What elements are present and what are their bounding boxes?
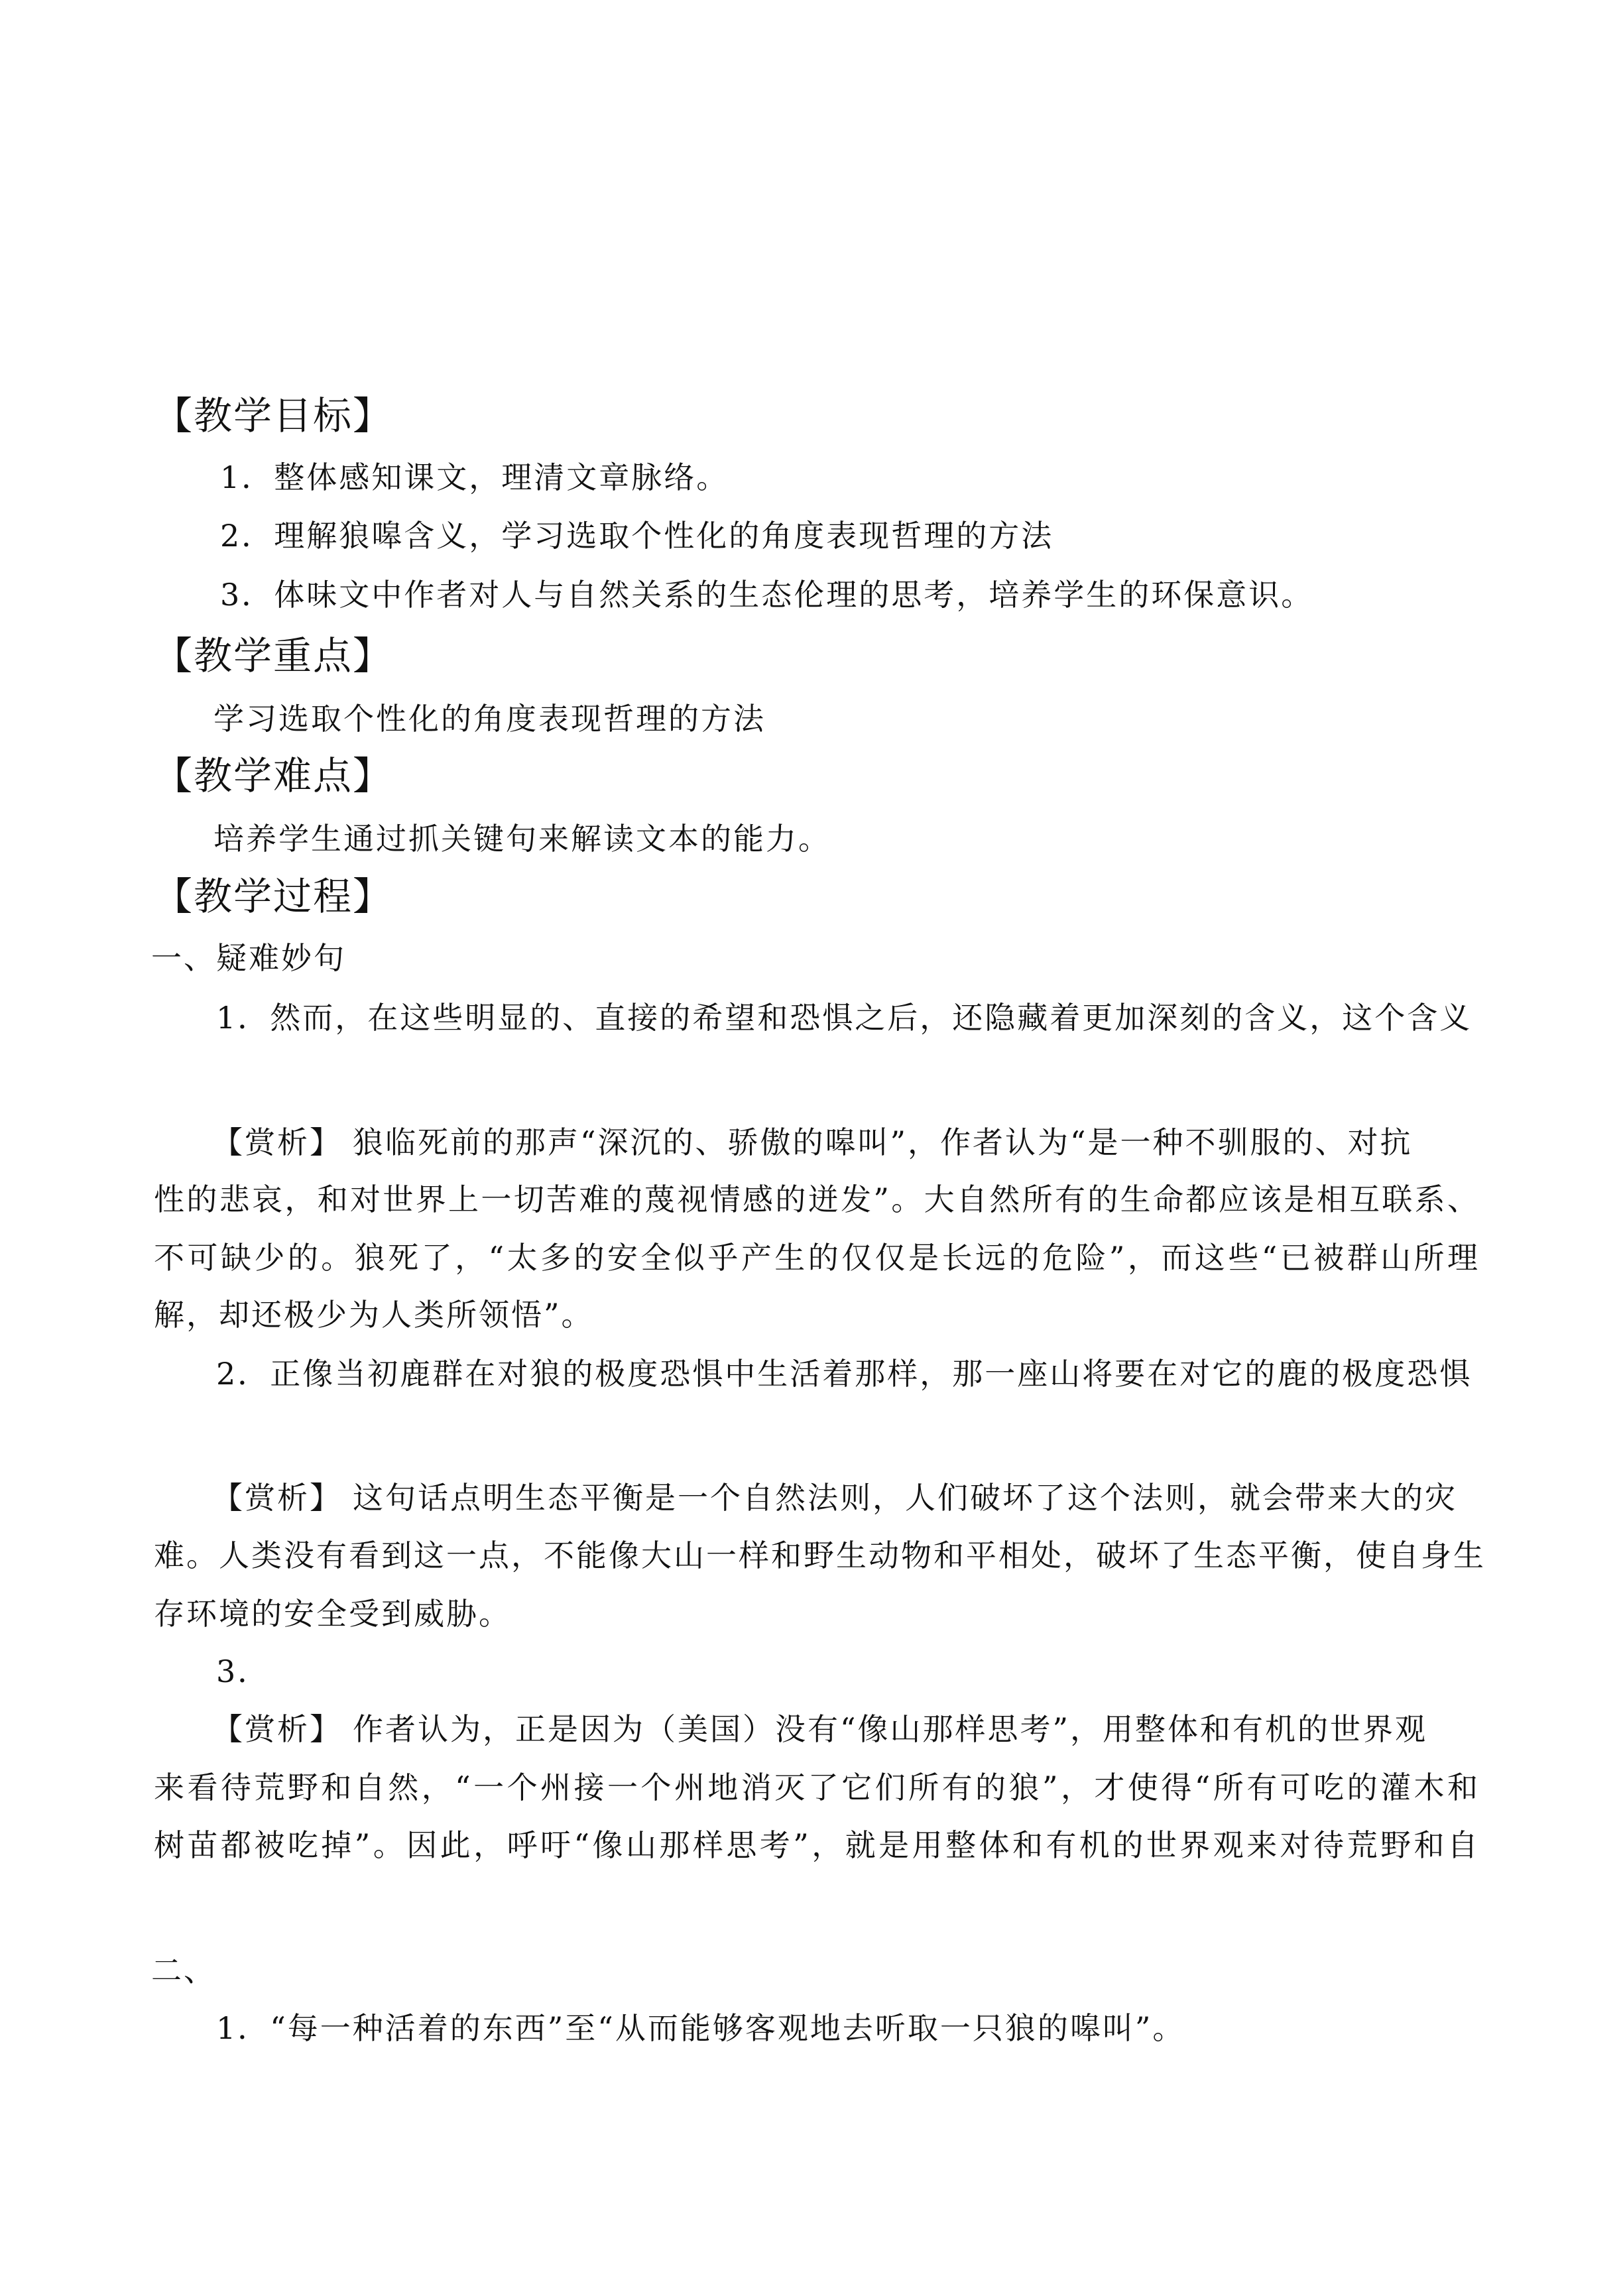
analysis-tag: 【赏析】 — [212, 1711, 342, 1747]
difficulty-heading: 【教学难点】 — [154, 753, 393, 798]
analysis-tag: 【赏析】 — [212, 1124, 342, 1160]
key-point-text: 学习选取个性化的角度表现哲理的方法 — [213, 701, 766, 737]
question-sentence: 3． — [216, 1654, 270, 1689]
analysis-tag: 【赏析】 — [212, 1480, 342, 1516]
key-point-heading: 【教学重点】 — [154, 633, 393, 678]
analysis-line: 这句话点明生态平衡是一个自然法则，人们破坏了这个法则，就会带来大的灾 — [353, 1480, 1457, 1516]
question-sentence: 2．正像当初鹿群在对狼的极度恐惧中生活着那样，那一座山将要在对它的鹿的极度恐惧 — [216, 1356, 1473, 1392]
analysis-line: 不可缺少的。狼死了，“太多的安全似乎产生的仅仅是长远的危险”，而这些“已被群山所理 — [154, 1240, 1480, 1276]
part-two-title: 二、 — [151, 1953, 216, 1988]
analysis-line: 存环境的安全受到威胁。 — [154, 1596, 511, 1632]
analysis-line: 难。人类没有看到这一点，不能像大山一样和野生动物和平相处，破坏了生态平衡，使自身生 — [154, 1538, 1486, 1573]
part-two-item: 1．“每一种活着的东西”至“从而能够客观地去听取一只狼的嗥叫”。 — [216, 2010, 1185, 2046]
objective-item: 1．整体感知课文，理清文章脉络。 — [220, 459, 729, 495]
question-sentence: 1．然而，在这些明显的、直接的希望和恐惧之后，还隐藏着更加深刻的含义，这个含义 — [216, 1000, 1473, 1036]
analysis-line: 解，却还极少为人类所领悟”。 — [154, 1297, 594, 1333]
analysis-line: 树苗都被吃掉”。因此，呼吁“像山那样思考”，就是用整体和有机的世界观来对待荒野和自 — [154, 1827, 1480, 1863]
analysis-line: 狼临死前的那声“深沉的、骄傲的嗥叫”，作者认为“是一种不驯服的、对抗 — [353, 1124, 1413, 1160]
difficulty-text: 培养学生通过抓关键句来解读文本的能力。 — [213, 821, 831, 857]
objective-item: 3．体味文中作者对人与自然关系的生态伦理的思考，培养学生的环保意识。 — [220, 577, 1314, 613]
analysis-line: 作者认为，正是因为（美国）没有“像山那样思考”，用整体和有机的世界观 — [353, 1711, 1428, 1747]
analysis-line: 来看待荒野和自然，“一个州接一个州地消灭了它们所有的狼”，才使得“所有可吃的灌木和 — [154, 1770, 1480, 1805]
objectives-heading: 【教学目标】 — [154, 393, 393, 438]
analysis-line: 性的悲哀，和对世界上一切苦难的蔑视情感的迸发”。大自然所有的生命都应该是相互联系、 — [154, 1181, 1480, 1217]
process-heading: 【教学过程】 — [154, 874, 393, 919]
part-one-title: 一、疑难妙句 — [151, 940, 346, 976]
objective-item: 2．理解狼嗥含义，学习选取个性化的角度表现哲理的方法 — [220, 518, 1054, 554]
